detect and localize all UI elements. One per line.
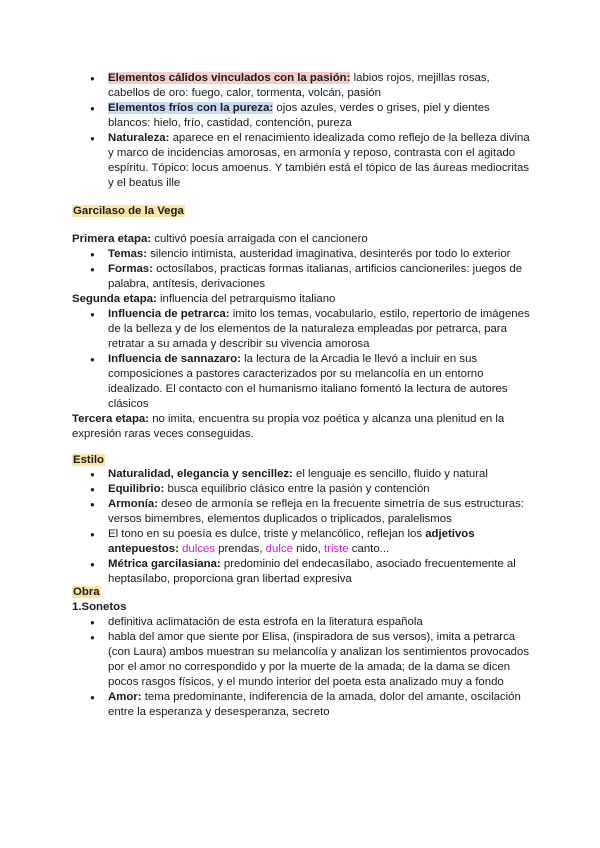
list-item [72, 262, 532, 292]
section-heading [72, 585, 532, 600]
intro-list [72, 71, 532, 191]
item-text: octosílabos, practicas formas italianas, artificios cancioneriles: juegos de palabra, antítesis, derivaciones [108, 263, 523, 290]
list-item [72, 557, 532, 587]
item-text: predominio del endecasílabo, asociado frecuentemente al heptasílabo, proporciona gran libertad expresiva [108, 558, 516, 585]
list-item: ● habla del amor que siente por Elisa, (inspiradora de sus versos), imita a petrarca (con Laura) ambos muestran su melancolía y analizan los sentimientos provocados por el amor no correspondido y por la muerte de la amada; de la dama se dicen pocos rasgos físicos, y el mundo interior del poeta esta analizado muy a fondo [72, 630, 532, 690]
subheading [72, 600, 532, 615]
term: adjetivos antepuestos: [108, 528, 475, 555]
label: Primera etapa: [72, 233, 152, 245]
paragraph [72, 292, 532, 307]
list-item [72, 690, 532, 720]
term: Influencia de sannazaro: [108, 353, 241, 365]
item-text: prendas, [215, 543, 266, 555]
item-text: silencio intimista, austeridad imaginativa, desinterés por todo lo exterior [147, 248, 511, 260]
example-word: dulces [182, 543, 215, 555]
label: Segunda etapa: [72, 293, 157, 305]
item-text: el lenguaje es sencillo, fluido y natural [292, 468, 488, 480]
item-text: labios rojos, mejillas rosas, cabellos de oro: fuego, calor, tormenta, volcán, pasión [108, 72, 490, 99]
etapa1-list [72, 247, 532, 292]
item-text: ojos azules, verdes o grises, piel y dientes blancos: hielo, frío, castidad, contención, pureza [108, 102, 490, 129]
term: Temas: [108, 248, 148, 260]
heading-estilo: Estilo [73, 454, 105, 466]
item-text: nido, [292, 543, 324, 555]
example-word: dulce [265, 543, 293, 555]
list-item [72, 307, 532, 352]
term: Influencia de petrarca: [108, 308, 230, 320]
list-item [72, 467, 532, 482]
list-item: ● definitiva aclimatación de esta estrofa en la literatura española [72, 615, 532, 630]
section-heading [72, 453, 532, 468]
item-text: tema predominante, indiferencia de la amada, dolor del amante, oscilación entre la esperanza y desesperanza, secreto [108, 691, 521, 718]
list-item [72, 101, 532, 131]
etapa2-list [72, 307, 532, 412]
etapas-section [72, 232, 532, 442]
term: Métrica garcilasiana: [108, 558, 221, 570]
text: influencia del petrarquismo italiano [156, 293, 336, 305]
term: Naturaleza: [108, 132, 170, 144]
term: Formas: [108, 263, 153, 275]
paragraph [72, 232, 532, 247]
list-item [72, 131, 532, 191]
item-text: aparece en el renacimiento idealizada como reflejo de la belleza divina y marco de incidencias amorosas, en armonía y reposo, contrasta con el agitado espíritu. Tópico: locus amoenus. Y también está el tópico de las áureas mediocritas y el beatus ille [108, 132, 530, 189]
term: Amor: [108, 691, 142, 703]
item-text: imito los temas, vocabulario, estilo, repertorio de imágenes de la belleza y de los elementos de la naturaleza empleadas por petrarca, para retratar a su amada y describir su vivencia amorosa [108, 308, 530, 350]
sonetos-section [72, 600, 532, 720]
item-text: la lectura de la Arcadia le llevó a incluir en sus composiciones a pastores caracterizados por su melancolía en un entorno idealizado. El contacto con el humanismo italiano fomentó la lectura de autores clásicos [108, 353, 508, 410]
sonetos-list [72, 615, 532, 720]
term: Armonía: [108, 498, 158, 510]
item-text: El tono en su poesía es dulce, triste y melancólico, reflejan los [108, 528, 426, 540]
label: Tercera etapa: [72, 413, 150, 425]
text: cultivó poesía arraigada con el cancionero [151, 233, 368, 245]
term: Elementos fríos con la pureza: [108, 102, 274, 114]
heading-sonetos: 1.Sonetos [72, 601, 127, 613]
list-item [72, 71, 532, 101]
term: Elementos cálidos vinculados con la pasión: [108, 72, 351, 84]
item-text: busca equilibrio clásico entre la pasión y contención [164, 483, 430, 495]
item-text: canto... [348, 543, 390, 555]
list-item [72, 527, 532, 557]
term: Naturalidad, elegancia y sencillez: [108, 468, 293, 480]
list-item [72, 352, 532, 412]
item-text: deseo de armonía se refleja en la frecuente simetría de sus estructuras: versos bimembres, elementos duplicados o triplicados, paralelismos [108, 498, 524, 525]
section-heading [72, 204, 532, 219]
paragraph [72, 412, 532, 442]
text: no imita, encuentra su propia voz poética y alcanza una plenitud en la expresión raras veces conseguidas. [72, 413, 505, 440]
list-item [72, 482, 532, 497]
estilo-list [72, 467, 532, 587]
heading-garcilaso: Garcilaso de la Vega [73, 205, 184, 217]
term: Equilibrio: [108, 483, 165, 495]
list-item [72, 497, 532, 527]
example-word: triste [323, 543, 349, 555]
list-item [72, 247, 532, 262]
heading-obra: Obra [73, 586, 100, 598]
